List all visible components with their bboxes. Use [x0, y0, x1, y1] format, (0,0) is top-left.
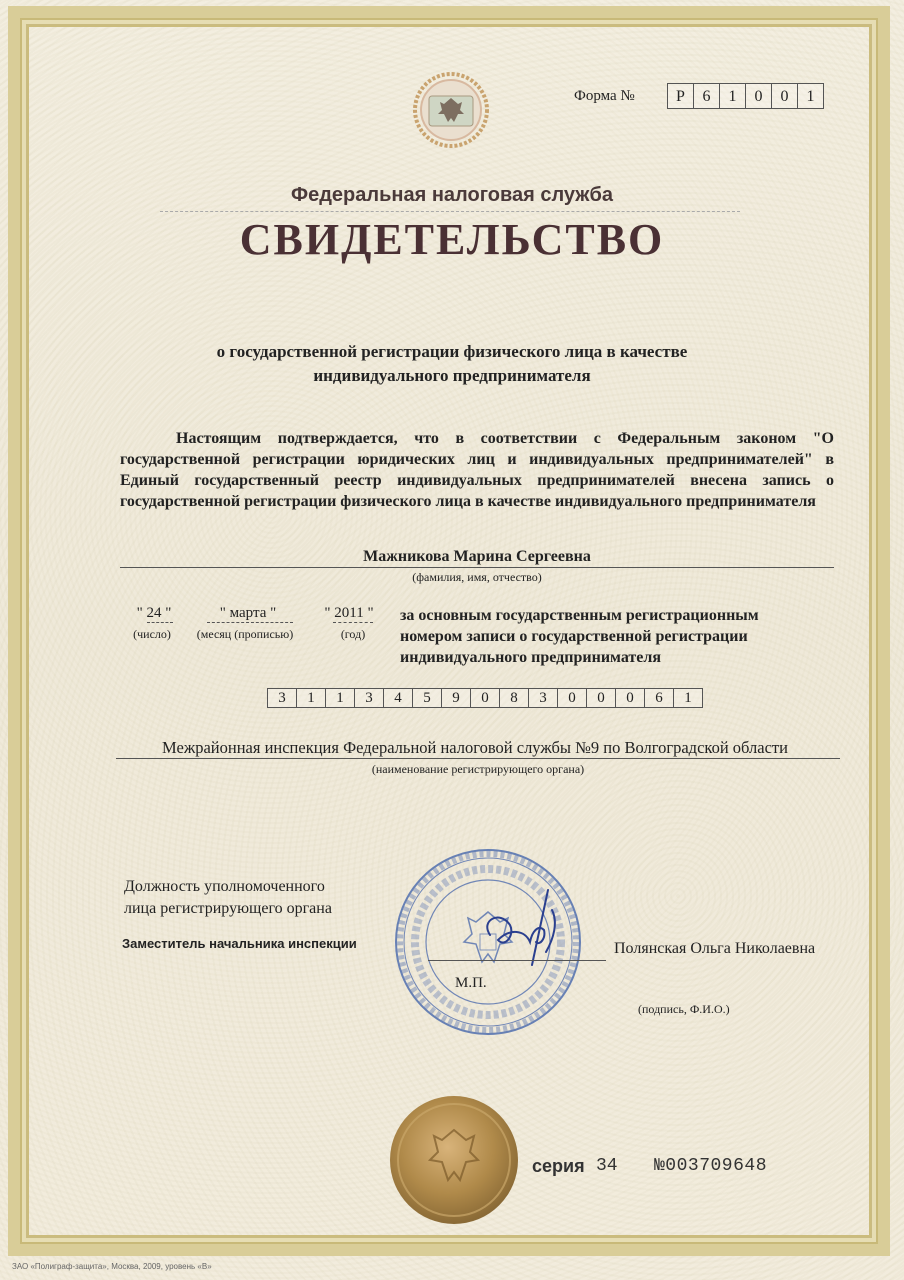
registration-text-line: номером записи о государственной регистрации — [400, 628, 748, 645]
day-caption: (число) — [133, 627, 171, 641]
person-full-name: Мажникова Марина Сергеевна — [363, 548, 591, 565]
form-code-cells — [668, 83, 824, 109]
year-underline — [333, 622, 373, 623]
registration-number-text — [400, 605, 820, 668]
authority-caption: (наименование регистрирующего органа) — [371, 762, 585, 776]
ogrn-digit: 1 — [673, 688, 703, 708]
ogrn-digit: 3 — [354, 688, 384, 708]
signature-caption: (подпись, Ф.И.О.) — [638, 1002, 730, 1016]
signatory-position: Заместитель начальника инспекции — [122, 936, 357, 951]
subtitle-line: индивидуального предпринимателя — [313, 366, 591, 385]
position-label — [124, 876, 332, 920]
document-title: СВИДЕТЕЛЬСТВО — [239, 215, 665, 264]
ogrn-digit: 5 — [412, 688, 442, 708]
signature-icon — [470, 880, 580, 970]
agency-name: Федеральная налоговая служба — [291, 184, 613, 206]
ogrn-digit: 9 — [441, 688, 471, 708]
form-code-cell: 6 — [693, 83, 720, 109]
ogrn-digit: 6 — [644, 688, 674, 708]
form-code-cell: Р — [667, 83, 694, 109]
position-label-line: лица регистрирующего органа — [124, 900, 332, 917]
year-caption: (год) — [340, 627, 366, 641]
position-label-line: Должность уполномоченного — [124, 878, 325, 895]
series-label: серия — [532, 1156, 585, 1176]
serial-number: №003709648 — [654, 1156, 768, 1176]
day-underline — [147, 622, 173, 623]
subtitle-line: о государственной регистрации физического лица в качестве — [216, 342, 688, 361]
ogrn-digit: 4 — [383, 688, 413, 708]
ogrn-digit: 3 — [528, 688, 558, 708]
signatory-name: Полянская Ольга Николаевна — [614, 940, 816, 957]
ogrn-digit: 0 — [470, 688, 500, 708]
form-code-cell: 1 — [719, 83, 746, 109]
month-caption: (месяц (прописью) — [196, 627, 294, 641]
confirmation-paragraph: Настоящим подтверждается, что в соответствии с Федеральным законом "О государственной регистрации юридических лиц и индивидуальных предпринимателей" в Единый государственный реестр индивидуальных предпринимателей внесена запись о государственной регистрации физического лица в качестве индивидуального предпринимателя — [120, 430, 834, 510]
ogrn-digit: 0 — [557, 688, 587, 708]
ogrn-digit: 0 — [586, 688, 616, 708]
registration-year: " 2011 " — [324, 605, 374, 621]
registration-month: " марта " — [219, 605, 277, 621]
ogrn-digit: 0 — [615, 688, 645, 708]
registration-text-line: индивидуального предпринимателя — [400, 649, 661, 666]
name-underline — [120, 567, 834, 568]
form-code-cell: 1 — [797, 83, 824, 109]
hologram-seal-icon — [386, 1092, 522, 1228]
form-code-cell: 0 — [745, 83, 772, 109]
emblem-icon — [406, 70, 496, 150]
registration-day: " 24 " — [136, 605, 172, 621]
ogrn-digit: 8 — [499, 688, 529, 708]
month-underline — [207, 622, 293, 623]
stamp-place-label: М.П. — [455, 975, 487, 991]
form-label: Форма № — [574, 88, 635, 104]
document-subtitle — [150, 340, 754, 388]
registering-authority: Межрайонная инспекция Федеральной налоговой службы №9 по Волгоградской области — [162, 738, 788, 757]
series-value: 34 — [596, 1156, 618, 1176]
form-code-cell: 0 — [771, 83, 798, 109]
ogrn-digit: 3 — [267, 688, 297, 708]
ogrn-digit: 1 — [296, 688, 326, 708]
ogrn-digit: 1 — [325, 688, 355, 708]
signature-line — [428, 960, 606, 961]
name-caption: (фамилия, имя, отчество) — [412, 570, 542, 584]
ogrn-cells — [268, 688, 703, 708]
registration-text-line: за основным государственным регистрационным — [400, 607, 759, 624]
printer-imprint: ЗАО «Полиграф-защита», Москва, 2009, уровень «В» — [12, 1262, 212, 1271]
agency-divider — [160, 211, 740, 212]
authority-underline — [116, 758, 840, 759]
